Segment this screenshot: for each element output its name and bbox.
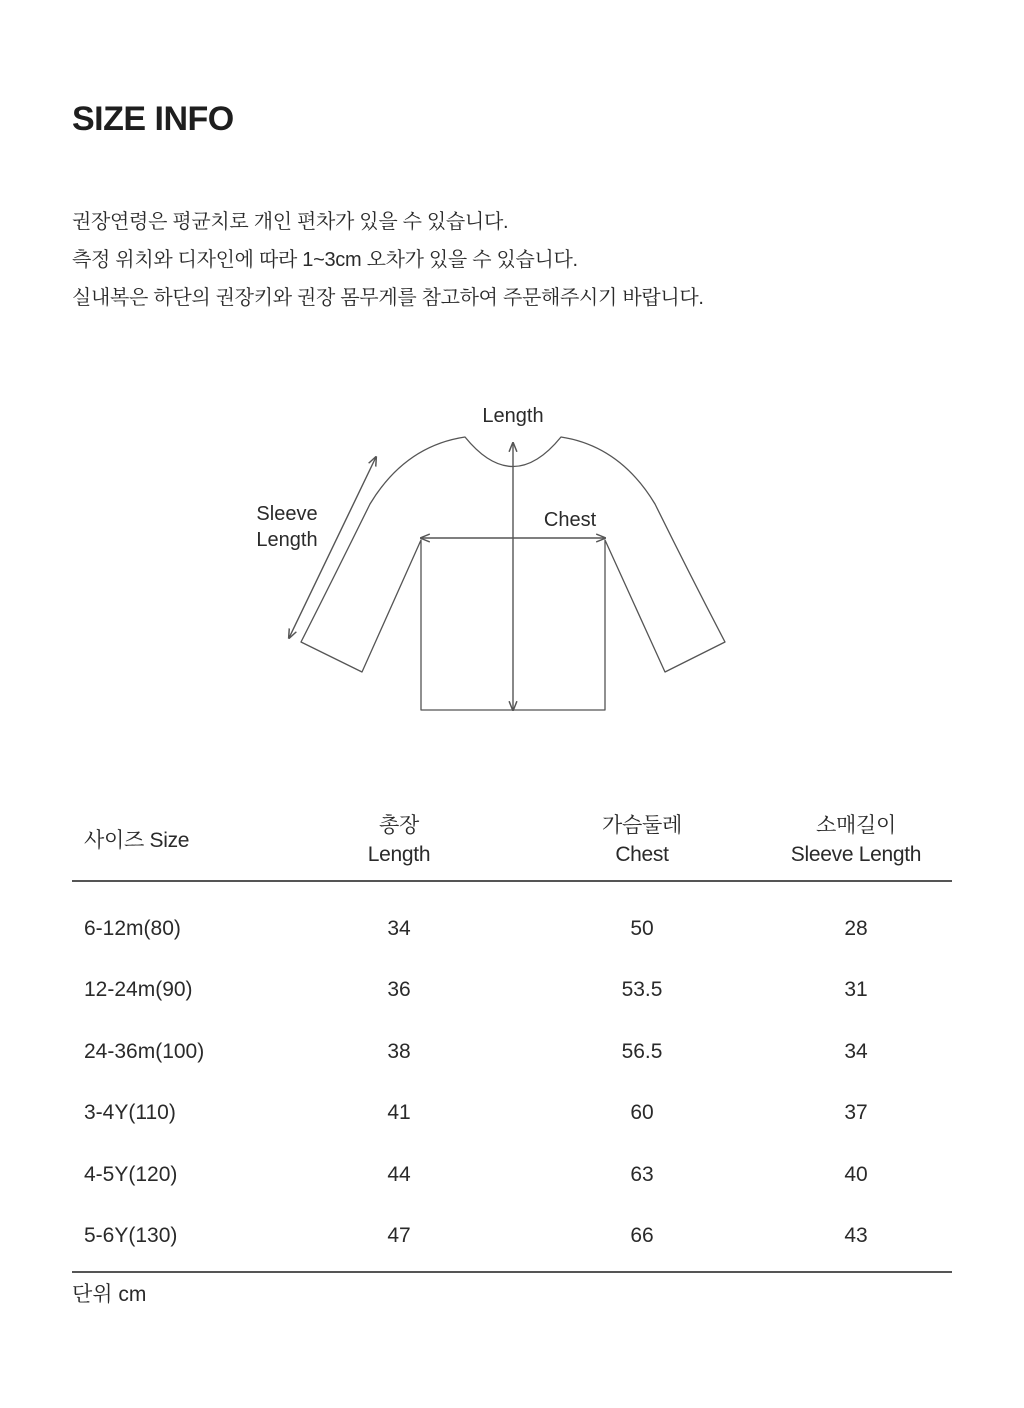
cell-sleeve: 31 <box>844 978 868 1002</box>
cell-sleeve: 34 <box>844 1039 868 1063</box>
notes-list <box>72 203 704 317</box>
chest-label: Chest <box>543 509 597 531</box>
cell-chest: 60 <box>630 1101 654 1125</box>
cell-size: 5-6Y(130) <box>84 1224 178 1248</box>
header-chest <box>524 811 760 869</box>
header-length-ko: 총장 <box>379 814 419 837</box>
table-header <box>72 800 952 882</box>
cell-length: 41 <box>387 1101 411 1125</box>
table-row <box>72 1144 952 1206</box>
table-row <box>72 898 952 960</box>
cell-size: 24-36m(100) <box>84 1039 205 1063</box>
table-row <box>72 1206 952 1268</box>
cell-size: 3-4Y(110) <box>84 1101 176 1125</box>
garment-diagram <box>0 380 1024 730</box>
header-length <box>274 811 524 869</box>
table-row <box>72 1083 952 1145</box>
table-row <box>72 960 952 1022</box>
cell-length: 44 <box>387 1162 411 1186</box>
cell-length: 36 <box>387 978 411 1002</box>
header-chest-en: Chest <box>615 843 669 866</box>
cell-size: 4-5Y(120) <box>84 1162 178 1186</box>
cell-length: 34 <box>387 916 411 940</box>
header-length-en: Length <box>367 843 431 866</box>
table-body <box>72 882 952 1273</box>
size-table <box>72 800 952 1273</box>
page-title: SIZE INFO <box>72 100 234 138</box>
cell-length: 38 <box>387 1039 411 1063</box>
header-sleeve-ko: 소매길이 <box>816 814 896 837</box>
cell-chest: 50 <box>630 916 654 940</box>
sleeve-label-line1: Sleeve <box>256 503 318 525</box>
sleeve-label-line2: Length <box>256 529 318 551</box>
cell-sleeve: 43 <box>844 1224 868 1248</box>
header-size-label: 사이즈 Size <box>84 828 190 852</box>
cell-chest: 66 <box>630 1224 654 1248</box>
cell-length: 47 <box>387 1224 411 1248</box>
unit-label: 단위 cm <box>72 1283 147 1306</box>
table-row <box>72 1021 952 1083</box>
cell-chest: 63 <box>630 1162 654 1186</box>
cell-chest: 56.5 <box>621 1039 663 1063</box>
header-chest-ko: 가슴둘레 <box>602 814 682 837</box>
length-label: Length <box>482 405 544 427</box>
cell-sleeve: 28 <box>844 916 868 940</box>
header-size <box>72 826 274 855</box>
header-sleeve-en: Sleeve Length <box>790 843 922 866</box>
cell-sleeve: 37 <box>844 1101 868 1125</box>
cell-size: 6-12m(80) <box>84 916 181 940</box>
cell-size: 12-24m(90) <box>84 978 193 1002</box>
cell-sleeve: 40 <box>844 1162 868 1186</box>
header-sleeve <box>760 811 952 869</box>
note-item: 실내복은 하단의 권장키와 권장 몸무게를 참고하여 주문해주시기 바랍니다. <box>72 287 704 309</box>
note-item: 권장연령은 평균치로 개인 편차가 있을 수 있습니다. <box>72 211 509 233</box>
note-item: 측정 위치와 디자인에 따라 1~3cm 오차가 있을 수 있습니다. <box>72 249 578 271</box>
cell-chest: 53.5 <box>621 978 663 1002</box>
